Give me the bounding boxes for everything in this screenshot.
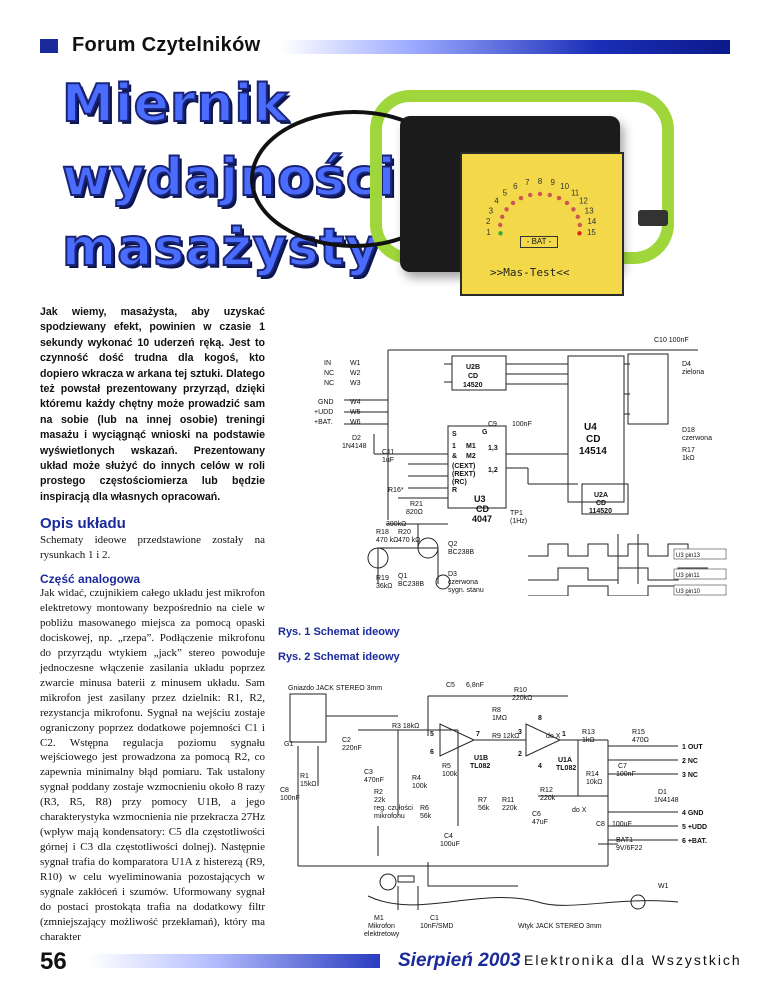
paragraph-czesc-analogowa: Jak widać, czujnikiem całego układu jest mikrofon elektretowy montowany bezpośrednio na ciele w pobliżu masowanego miejsca za pomocą opaski dociskowej, np. „rzepa”. Podłączenie mikrofonu do przyrządu wtykiem „jack” stereo powoduje jednoczesne włączenie zasilania układu poprzez zwarcie minusa baterii z minusem układu. Sam mikrofon jest zasilany przez dzielnik: R1, R2, rezystancja mikrofonu. Sygnał na wejściu zostaje ograniczony poprzez dodatkowe pojemności C1 i C2. Wstępna regulacja poziomu sygnału wejściowego jest prowadzona za pomocą R2, co zapewnia minimalny błąd pomiaru. Tak ustalony sygnał poddany zostaje wzmocnieniu około 8 razy (R3, R5, R8) przy pomocy U1B, a jego charakterystyka wzmocnienia nie przekracza 27Hz (wpływ mają kondensatory: C5 dla częstotliwości górnej i C3 dla częstotliwości dolnej). Następnie sygnał trafia do komparatora U1A z histerezą (R9, R10) w celu wyeliminowania pozostających w sygnale zakłóceń i szumów. Uformowany sygnał do postaci prostokąta trafia na dodatkowy filtr (zmniejszający możliwość przekłamań), który ma charakter <box>40 587 265 943</box>
header-gradient-bar <box>280 40 730 54</box>
device-panel <box>460 152 624 296</box>
label-nc2: NC <box>324 380 335 387</box>
page-number: 56 <box>40 948 67 975</box>
scale-number: 15 <box>586 227 596 237</box>
fig2-d1v: 1N4148 <box>654 797 679 804</box>
heading-opis: Opis układu <box>40 515 126 532</box>
section-title: Forum Czytelników <box>72 34 261 56</box>
hero-area <box>40 72 690 300</box>
intro-paragraph: Jak wiemy, masażysta, aby uzyskać spodziewany efekt, powinien w czasie 1 sekundy wykonać 10 uderzeń ręką. Jest to czynność dość trudna dla kogoś, kto dopiero wkracza w arkana tej sztuki. Dlatego też powstał prezentowany przyrząd, dzięki któremu każdy chętny może prowadzić sam na sobie (lub na innej osobie) treningi masażu i wyciągnąć wnioski na podstawie wyświetlonych wskazań. Prezentowany układ może służyć do innych celów w roli prostego częstościomierza lub będzie inspiracją dla własnych opracowań. <box>40 306 265 503</box>
paragraph-opis: Schematy ideowe przedstawione zostały na rysunkach 1 i 2. <box>40 534 265 561</box>
label-r21v: 820Ω <box>406 509 423 516</box>
magazine-name: Elektronika dla Wszystkich <box>524 952 742 968</box>
fig2-out5: 5 +UDD <box>682 824 708 831</box>
u2a-name: U2A <box>594 492 609 499</box>
fig2-c5: C5 <box>446 682 455 689</box>
u4-name: U4 <box>584 422 597 433</box>
scale-number: 10 <box>560 182 570 192</box>
label-q1: Q1 <box>398 573 408 580</box>
fig2-r5v: 100k <box>442 771 458 778</box>
device-body <box>400 116 620 279</box>
fig2-r13v: 1kΩ <box>582 737 595 744</box>
u3-pin-1: 1 <box>452 443 456 450</box>
label-r17v: 1kΩ <box>682 455 695 462</box>
fig2-c6: C6 <box>532 811 541 818</box>
label-d4c: zielona <box>682 369 705 376</box>
label-r16v: 390kΩ <box>386 521 407 528</box>
u3-pin-12: 1,2 <box>488 467 498 474</box>
fig2-c2: C2 <box>342 737 351 744</box>
fig2-c8: C8 <box>280 787 289 794</box>
label-w4: W4 <box>350 399 361 406</box>
label-tp1v: (1Hz) <box>510 518 528 525</box>
label-c10: C10 100nF <box>654 337 689 344</box>
fig2-dox1: do X <box>546 733 561 740</box>
label-w5: W5 <box>350 409 361 416</box>
label-r20: R20 <box>398 529 411 536</box>
fig2-c4: C4 <box>444 833 453 840</box>
fig2-pin7: 7 <box>476 731 480 738</box>
title-line-2: wydajności <box>62 148 397 208</box>
fig2-c7: C7 <box>618 763 627 770</box>
fig2-m1d1: Mikrofon <box>368 923 395 930</box>
fig2-r14: R14 <box>586 771 599 778</box>
header-square-icon <box>40 39 58 53</box>
fig2-c2v: 220nF <box>342 745 362 752</box>
fig2-r12v: 220k <box>540 795 556 802</box>
u3-pin-and: & <box>452 453 458 460</box>
u3-name: U3 <box>474 494 486 504</box>
fig2-r1v: 15kΩ <box>300 781 317 788</box>
scale-led <box>578 223 582 227</box>
scale-number: 11 <box>570 188 580 198</box>
label-r18: R18 <box>376 529 389 536</box>
label-c9: C9 <box>488 421 497 428</box>
fig2-r1: R1 <box>300 773 309 780</box>
fig2-pin6: 6 <box>430 749 434 756</box>
scale-led <box>576 215 580 219</box>
figure-1-caption: Rys. 1 Schemat ideowy <box>278 626 400 638</box>
fig2-pin1: 1 <box>562 731 566 738</box>
label-r21: R21 <box>410 501 423 508</box>
jack-plug <box>638 210 668 226</box>
fig2-c7v: 100nF <box>616 771 636 778</box>
scale-led <box>504 207 508 211</box>
fig2-dox2: do X <box>572 807 587 814</box>
fig2-c3: C3 <box>364 769 373 776</box>
label-udd: +UDD <box>314 409 334 416</box>
label-gnd: GND <box>318 399 334 406</box>
label-w6: W6 <box>350 419 361 426</box>
fig2-pin2: 2 <box>518 751 522 758</box>
label-q1v: BC238B <box>398 581 425 588</box>
label-r16: R16* <box>388 487 404 494</box>
label-q2: Q2 <box>448 541 458 548</box>
u3-pin-rc: (RC) <box>452 479 467 486</box>
u3-pin-cext: (CEXT) <box>452 463 476 470</box>
label-r17: R17 <box>682 447 695 454</box>
label-d18: D18 <box>682 427 695 434</box>
scale-led <box>565 201 569 205</box>
fig2-r6v: 56k <box>420 813 432 820</box>
label-in: IN <box>324 360 331 367</box>
scale-led <box>557 196 561 200</box>
fig2-r2v: 22k <box>374 797 386 804</box>
scale-led <box>500 215 504 219</box>
scale-led <box>519 196 523 200</box>
fig2-out6: 6 +BAT. <box>682 838 707 845</box>
scale-led <box>538 192 542 196</box>
scale-led <box>511 201 515 205</box>
fig2-r8v: 1MΩ <box>492 715 507 722</box>
scale-number: 9 <box>550 178 555 188</box>
label-w1: W1 <box>350 360 361 367</box>
u2a-cd: CD <box>596 500 607 507</box>
scale-number: 8 <box>537 176 543 186</box>
footer-gradient-bar <box>88 954 380 968</box>
fig2-c8v: 100nF <box>280 795 300 802</box>
fig2-r10v: 220kΩ <box>512 695 533 702</box>
u3-cd: CD <box>476 504 489 514</box>
label-c11v: 1uF <box>382 457 395 464</box>
wave-label-10: U3 pin10 <box>676 589 701 595</box>
u4-cd: CD <box>586 434 601 445</box>
bat-indicator: - BAT - <box>520 236 558 248</box>
fig2-r3: R3 18kΩ <box>392 723 420 730</box>
wave-label-11: U3 pin11 <box>676 573 700 579</box>
scale-number: 4 <box>494 196 499 206</box>
fig2-r9: R9 12kΩ <box>492 733 520 740</box>
scale-number: 6 <box>513 182 518 192</box>
label-r19: R19 <box>376 575 389 582</box>
label-d3: D3 <box>448 571 457 578</box>
u2b-name: U2B <box>466 364 481 371</box>
fig2-m1: M1 <box>374 915 384 922</box>
label-d2: D2 <box>352 435 361 442</box>
schematic-1 <box>278 334 730 596</box>
scale-number: 7 <box>525 178 530 188</box>
u3-pin-s: S <box>452 431 457 438</box>
fig2-r8: R8 <box>492 707 501 714</box>
fig2-pin4: 4 <box>538 763 542 770</box>
fig2-pin3: 3 <box>518 729 522 736</box>
fig2-c8b: C8 <box>596 821 605 828</box>
title-line-3: masażysty <box>62 218 381 278</box>
u2b-cd: CD <box>468 373 479 380</box>
scale-number: 14 <box>587 217 597 226</box>
fig2-out3: 3 NC <box>682 772 698 779</box>
fig2-r13: R13 <box>582 729 595 736</box>
scale-led <box>577 231 581 235</box>
label-w3: W3 <box>350 380 361 387</box>
fig2-c6v: 47uF <box>532 819 548 826</box>
fig2-pin8: 8 <box>538 715 542 722</box>
fig2-u1a: U1A <box>558 757 573 764</box>
fig2-g1: G1 <box>284 741 294 748</box>
label-q2v: BC238B <box>448 549 475 556</box>
u4-num: 14514 <box>579 446 607 457</box>
scale-number: 2 <box>485 217 491 226</box>
fig2-d1: D1 <box>658 789 667 796</box>
fig2-r2d1: reg. czułości <box>374 805 413 812</box>
scale-number: 5 <box>502 188 508 198</box>
u3-num: 4047 <box>472 514 493 524</box>
fig2-r11: R11 <box>502 797 515 804</box>
fig2-r11v: 220k <box>502 805 518 812</box>
fig2-r12: R12 <box>540 787 553 794</box>
fig2-r14v: 10kΩ <box>586 779 603 786</box>
fig2-pin5: 5 <box>430 731 434 738</box>
label-d4: D4 <box>682 361 691 368</box>
scale-number: 1 <box>486 227 491 237</box>
fig2-r7v: 56k <box>478 805 490 812</box>
label-r18v: 470 kΩ <box>376 537 399 544</box>
fig2-bat1v: 9V/6F22 <box>616 845 643 852</box>
issue-date: Sierpień 2003 <box>398 950 521 971</box>
label-c11: C11 <box>382 449 395 456</box>
fig2-r6: R6 <box>420 805 429 812</box>
schematic-2 <box>278 676 730 938</box>
scale-led <box>571 207 575 211</box>
u3-pin-13: 1,3 <box>488 445 498 452</box>
scale-led <box>498 231 502 235</box>
fig2-r4v: 100k <box>412 783 428 790</box>
fig2-u1av: TL082 <box>556 765 577 772</box>
scale-number: 3 <box>488 206 494 216</box>
u3-pin-m2: M2 <box>466 453 476 460</box>
fig2-c1: C1 <box>430 915 439 922</box>
fig2-c1v: 10nF/SMD <box>420 923 454 930</box>
heading-czesc-analogowa: Część analogowa <box>40 572 141 586</box>
label-nc1: NC <box>324 370 335 377</box>
fig2-c5v: 6,8nF <box>466 682 484 689</box>
fig2-u1b: U1B <box>474 755 489 762</box>
fig2-r2d2: mikrofonu <box>374 813 405 820</box>
fig2-out1: 1 OUT <box>682 744 703 751</box>
fig2-w1: W1 <box>658 883 669 890</box>
u3-pin-rext: (REXT) <box>452 471 476 478</box>
fig2-r4: R4 <box>412 775 421 782</box>
u3-pin-r: R <box>452 487 458 494</box>
device-photo <box>400 90 670 279</box>
u2b-num: 14520 <box>463 382 483 389</box>
label-w2: W2 <box>350 370 361 377</box>
label-d2v: 1N4148 <box>342 443 367 450</box>
label-r20v: 470 kΩ <box>398 537 421 544</box>
label-d18c: czerwona <box>682 435 712 442</box>
scale-number: 13 <box>584 206 594 216</box>
label-bat: +BAT. <box>314 419 333 426</box>
fig2-bat1: BAT1 <box>616 837 633 844</box>
fig2-c8bv: 100uF <box>612 821 632 828</box>
label-d3-2: sygn. stanu <box>448 587 484 594</box>
fig2-u1bv: TL082 <box>470 763 491 770</box>
scale-led <box>498 223 502 227</box>
fig2-r7: R7 <box>478 797 487 804</box>
fig2-jack-in: Gniazdo JACK STEREO 3mm <box>288 685 383 692</box>
u2a-num: 114520 <box>589 508 612 515</box>
fig2-c4v: 100uF <box>440 841 460 848</box>
title-line-1: Miernik <box>62 74 289 134</box>
fig2-out4: 4 GND <box>682 810 704 817</box>
label-tp1: TP1 <box>510 510 523 517</box>
label-r19v: 36kΩ <box>376 583 393 590</box>
fig2-r15: R15 <box>632 729 645 736</box>
scale-led <box>548 193 552 197</box>
fig2-r5: R5 <box>442 763 451 770</box>
wave-label-13: U3 pin13 <box>676 553 701 559</box>
u3-pin-m1: M1 <box>466 443 476 450</box>
figure-2-caption: Rys. 2 Schemat ideowy <box>278 651 400 663</box>
fig2-r10: R10 <box>514 687 527 694</box>
fig2-m1d2: elektretowy <box>364 931 400 938</box>
fig2-r15v: 470Ω <box>632 737 649 744</box>
label-c9v: 100nF <box>512 421 532 428</box>
fig2-r2: R2 <box>374 789 383 796</box>
u3-pin-g: G <box>482 429 488 436</box>
scale-led <box>528 193 532 197</box>
label-d3-1: czerwona <box>448 579 478 586</box>
panel-label: >>Mas-Test<< <box>490 266 570 279</box>
section-header <box>40 34 730 60</box>
fig2-out2: 2 NC <box>682 758 698 765</box>
scale-number: 12 <box>578 196 588 206</box>
fig2-jack-plug: Wtyk JACK STEREO 3mm <box>518 923 602 930</box>
fig2-c3v: 470nF <box>364 777 384 784</box>
